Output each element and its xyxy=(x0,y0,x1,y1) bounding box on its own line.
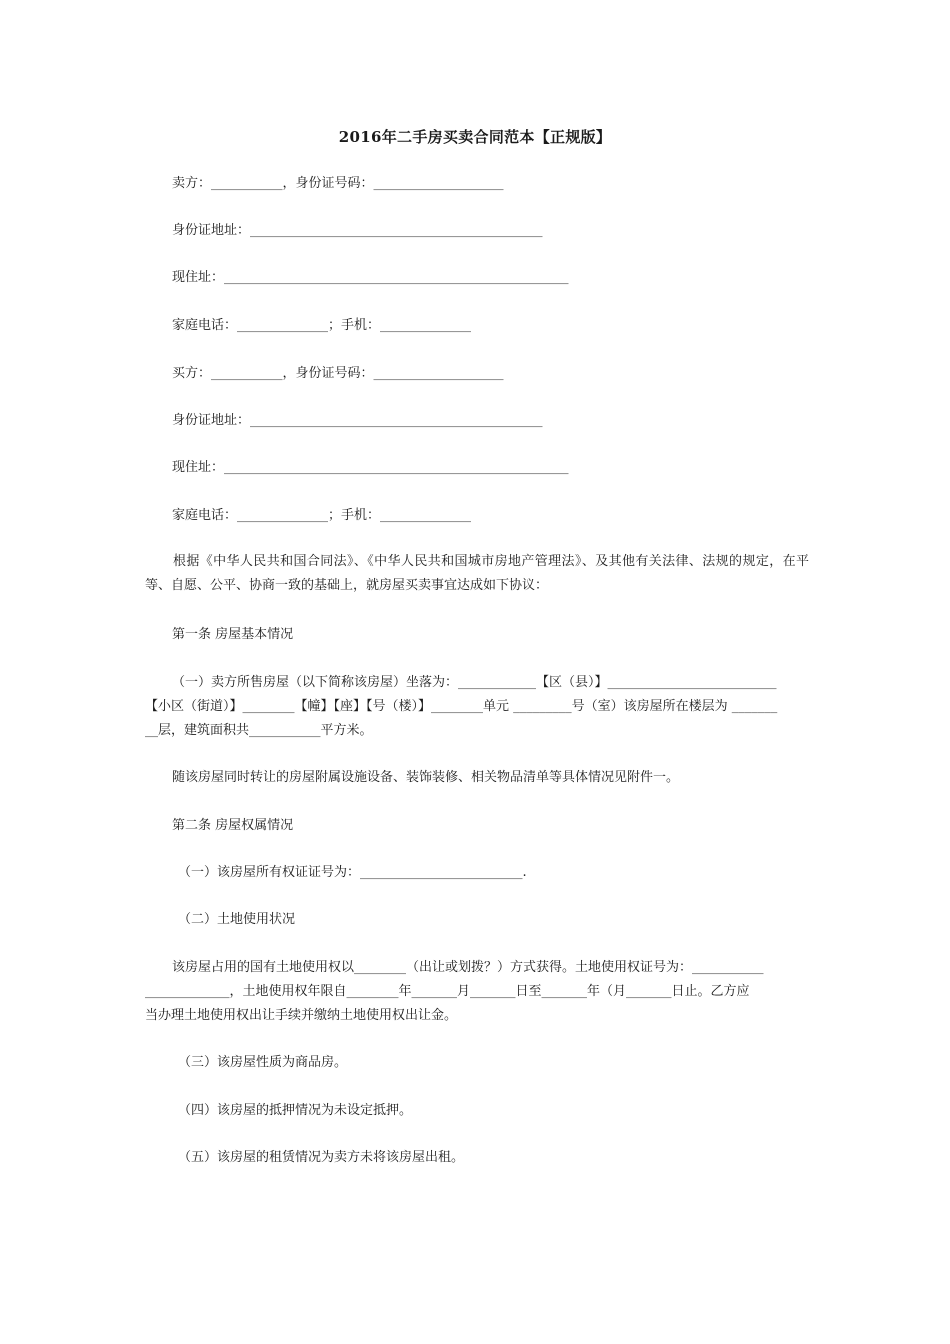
seller-phone: 家庭电话：______________；手机：______________ xyxy=(172,318,472,333)
article1-p1-line1: （一）卖方所售房屋（以下简称该房屋）坐落为：____________【区（县）】__________________________ xyxy=(172,675,777,690)
article2-item3: （三）该房屋性质为商品房。 xyxy=(178,1055,348,1070)
seller-name-line: 卖方：___________，身份证号码：____________________ xyxy=(172,176,504,191)
article2-land-line3: 当办理土地使用权出让手续并缴纳土地使用权出让金。 xyxy=(145,1008,458,1023)
document-title: 2016年二手房买卖合同范本【正规版】 xyxy=(338,128,612,146)
seller-id-address: 身份证地址：_____________________________________________ xyxy=(172,223,543,238)
article2-item5: （五）该房屋的租赁情况为卖方未将该房屋出租。 xyxy=(178,1150,465,1165)
article2-item4: （四）该房屋的抵押情况为未设定抵押。 xyxy=(178,1103,413,1118)
article1-title: 第一条 房屋基本情况 xyxy=(172,627,294,642)
article2-title: 第二条 房屋权属情况 xyxy=(172,818,294,833)
preamble-paragraph: 根据《中华人民共和国合同法》、《中华人民共和国城市房地产管理法》、及其他有关法律、法规的规定，在平等、自愿、公平、协商一致的基础上，就房屋买卖事宜达成如下协议： xyxy=(145,554,809,593)
article2-land-line1: 该房屋占用的国有土地使用权以________（出让或划拨？）方式获得。土地使用权证号为：___________ xyxy=(172,960,764,975)
buyer-id-address: 身份证地址：_____________________________________________ xyxy=(172,413,543,428)
seller-current-address: 现住址：_____________________________________________________ xyxy=(172,270,569,285)
article2-land-line2: _____________，土地使用权年限自________年_______月_______日至_______年（月_______日止。乙方应 xyxy=(145,984,750,999)
article2-item1: （一）该房屋所有权证证号为：_________________________. xyxy=(178,865,527,880)
article1-p2: 随该房屋同时转让的房屋附属设施设备、装饰装修、相关物品清单等具体情况见附件一。 xyxy=(172,770,680,785)
buyer-name-line: 买方：___________，身份证号码：____________________ xyxy=(172,366,504,381)
buyer-phone: 家庭电话：______________；手机：______________ xyxy=(172,508,472,523)
buyer-current-address: 现住址：_____________________________________________________ xyxy=(172,460,569,475)
article1-p1-line3: __层，建筑面积共___________平方米。 xyxy=(145,723,373,738)
article1-p1-line2: 【小区（街道）】________【幢】【座】【号（楼）】________单元 _________号（室）该房屋所在楼层为 _______ xyxy=(145,699,778,714)
article2-item2: （二）土地使用状况 xyxy=(178,912,296,927)
